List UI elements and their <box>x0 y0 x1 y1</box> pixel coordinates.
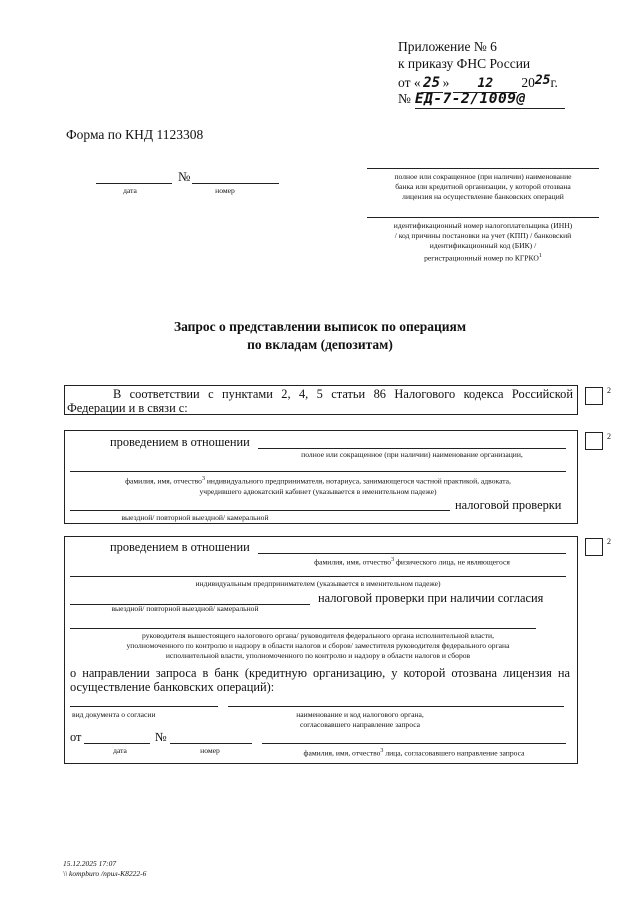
form-code: Форма по КНД 1123308 <box>66 127 204 142</box>
checkbox-section3[interactable] <box>585 538 603 556</box>
footer-path: \\ kompburo /прил-К8222-6 <box>63 869 147 878</box>
entrepreneur-caption: фамилия, имя, отчество$^3$ индивидуального предпринимателя, нотариуса, занимающегося частной практикой, адвоката, учредившего адвокатский кабинет (указывается в именительном падеже) <box>125 476 511 496</box>
bank-inn-caption: идентификационный номер налогоплательщика (ИНН) / код причины постановки на учет (КПП) / банковский идентификационный код (БИК) / регистрационный номер по КГРКО$^1$ <box>393 221 573 263</box>
date-caption: дата <box>123 186 137 195</box>
individual-name-field[interactable] <box>258 553 566 554</box>
org-name-caption: полное или сокращенное (при наличии) наименование организации, <box>301 450 523 459</box>
section2-tail: налоговой проверки <box>455 498 562 512</box>
individual-name-field-2[interactable] <box>70 576 566 577</box>
footer-timestamp: 15.12.2025 17:07 <box>63 859 117 868</box>
section3-text: о направлении запроса в банк (кредитную организацию, у которой отозвана лицензия на осуществление банковских операций): <box>70 666 570 694</box>
consent-number-field[interactable] <box>170 743 252 744</box>
consent-authority-caption: руководителя вышестоящего налогового органа/ руководителя федерального органа исполнительной власти, уполномоченного по контролю и надзору в области налогов и сборов/ заместителя руководителя федерального органа исполнительной власти, уполномоченного по контролю и надзору в области налогов и сборов <box>126 631 510 660</box>
section3-lead: проведением в отношении <box>110 540 250 554</box>
appendix-number-line: № ЕД-7-2/1009@ <box>398 90 628 110</box>
consent-authority-field[interactable] <box>70 628 536 629</box>
appendix-date-line: от « 25 » 12 2025г. <box>398 73 558 91</box>
consent-person-caption: фамилия, имя, отчество$^3$ лица, согласовавшего направление запроса <box>303 748 525 758</box>
appendix-year: 25 <box>534 73 551 88</box>
consent-person-field[interactable] <box>262 743 566 744</box>
checkbox-section1[interactable] <box>585 387 603 405</box>
individual-name-caption: фамилия, имя, отчество$^3$ физического лица, не являющегося <box>314 557 510 567</box>
consent-ot-label: от <box>70 730 82 744</box>
section-basis <box>64 385 578 415</box>
consent-date-caption: дата <box>113 746 127 755</box>
consent-authority-name-caption: наименование и код налогового органа, согласовавшего направление запроса <box>296 710 424 729</box>
document-title: Запрос о представлении выписок по операциям по вкладам (депозитам) <box>173 319 467 352</box>
appendix-day: 25 <box>421 75 443 93</box>
consent-authority-name-field[interactable] <box>228 706 564 707</box>
checkbox-section2[interactable] <box>585 432 603 450</box>
date-field[interactable] <box>96 183 172 184</box>
appendix-title: Приложение № 6 <box>398 39 497 54</box>
consent-doc-caption: вид документа о согласии <box>72 710 156 719</box>
footnote-mark-1: 2 <box>607 386 611 395</box>
bank-name-field[interactable] <box>367 168 599 169</box>
check-type-caption-2: выездной/ повторной выездной/ камеральной <box>111 604 259 613</box>
consent-number-caption: номер <box>200 746 220 755</box>
appendix-order: к приказу ФНС России <box>398 56 531 71</box>
appendix-number: ЕД-7-2/1009@ <box>415 91 565 109</box>
appendix-month: 12 <box>453 75 517 93</box>
appendix-block <box>398 38 628 110</box>
footnote-mark-3: 2 <box>607 537 611 546</box>
section2-lead: проведением в отношении <box>110 435 250 449</box>
number-field[interactable] <box>192 183 279 184</box>
consent-no-sign: № <box>155 730 167 744</box>
footnote-mark-2: 2 <box>607 432 611 441</box>
entrepreneur-name-field[interactable] <box>70 471 566 472</box>
individual-caption-2: индивидуальным предпринимателем (указывается в именительном падеже) <box>195 579 441 588</box>
bank-inn-field[interactable] <box>367 217 599 218</box>
consent-date-field[interactable] <box>84 743 150 744</box>
consent-doc-field[interactable] <box>70 706 218 707</box>
check-type-field[interactable] <box>70 510 450 511</box>
number-sign: № <box>178 169 191 184</box>
number-caption: номер <box>215 186 235 195</box>
org-name-field[interactable] <box>258 448 566 449</box>
section-basis-text: В соответствии с пунктами 2, 4, 5 статьи 86 Налогового кодекса Российской Федерации и в связи с: <box>67 387 573 415</box>
check-type-caption: выездной/ повторной выездной/ камеральной <box>121 513 269 522</box>
section3-tail: налоговой проверки при наличии согласия <box>318 591 544 605</box>
bank-name-caption: полное или сокращенное (при наличии) наименование банка или кредитной организации, у которой отозвана лицензия на осуществление банковских операций <box>394 172 572 201</box>
